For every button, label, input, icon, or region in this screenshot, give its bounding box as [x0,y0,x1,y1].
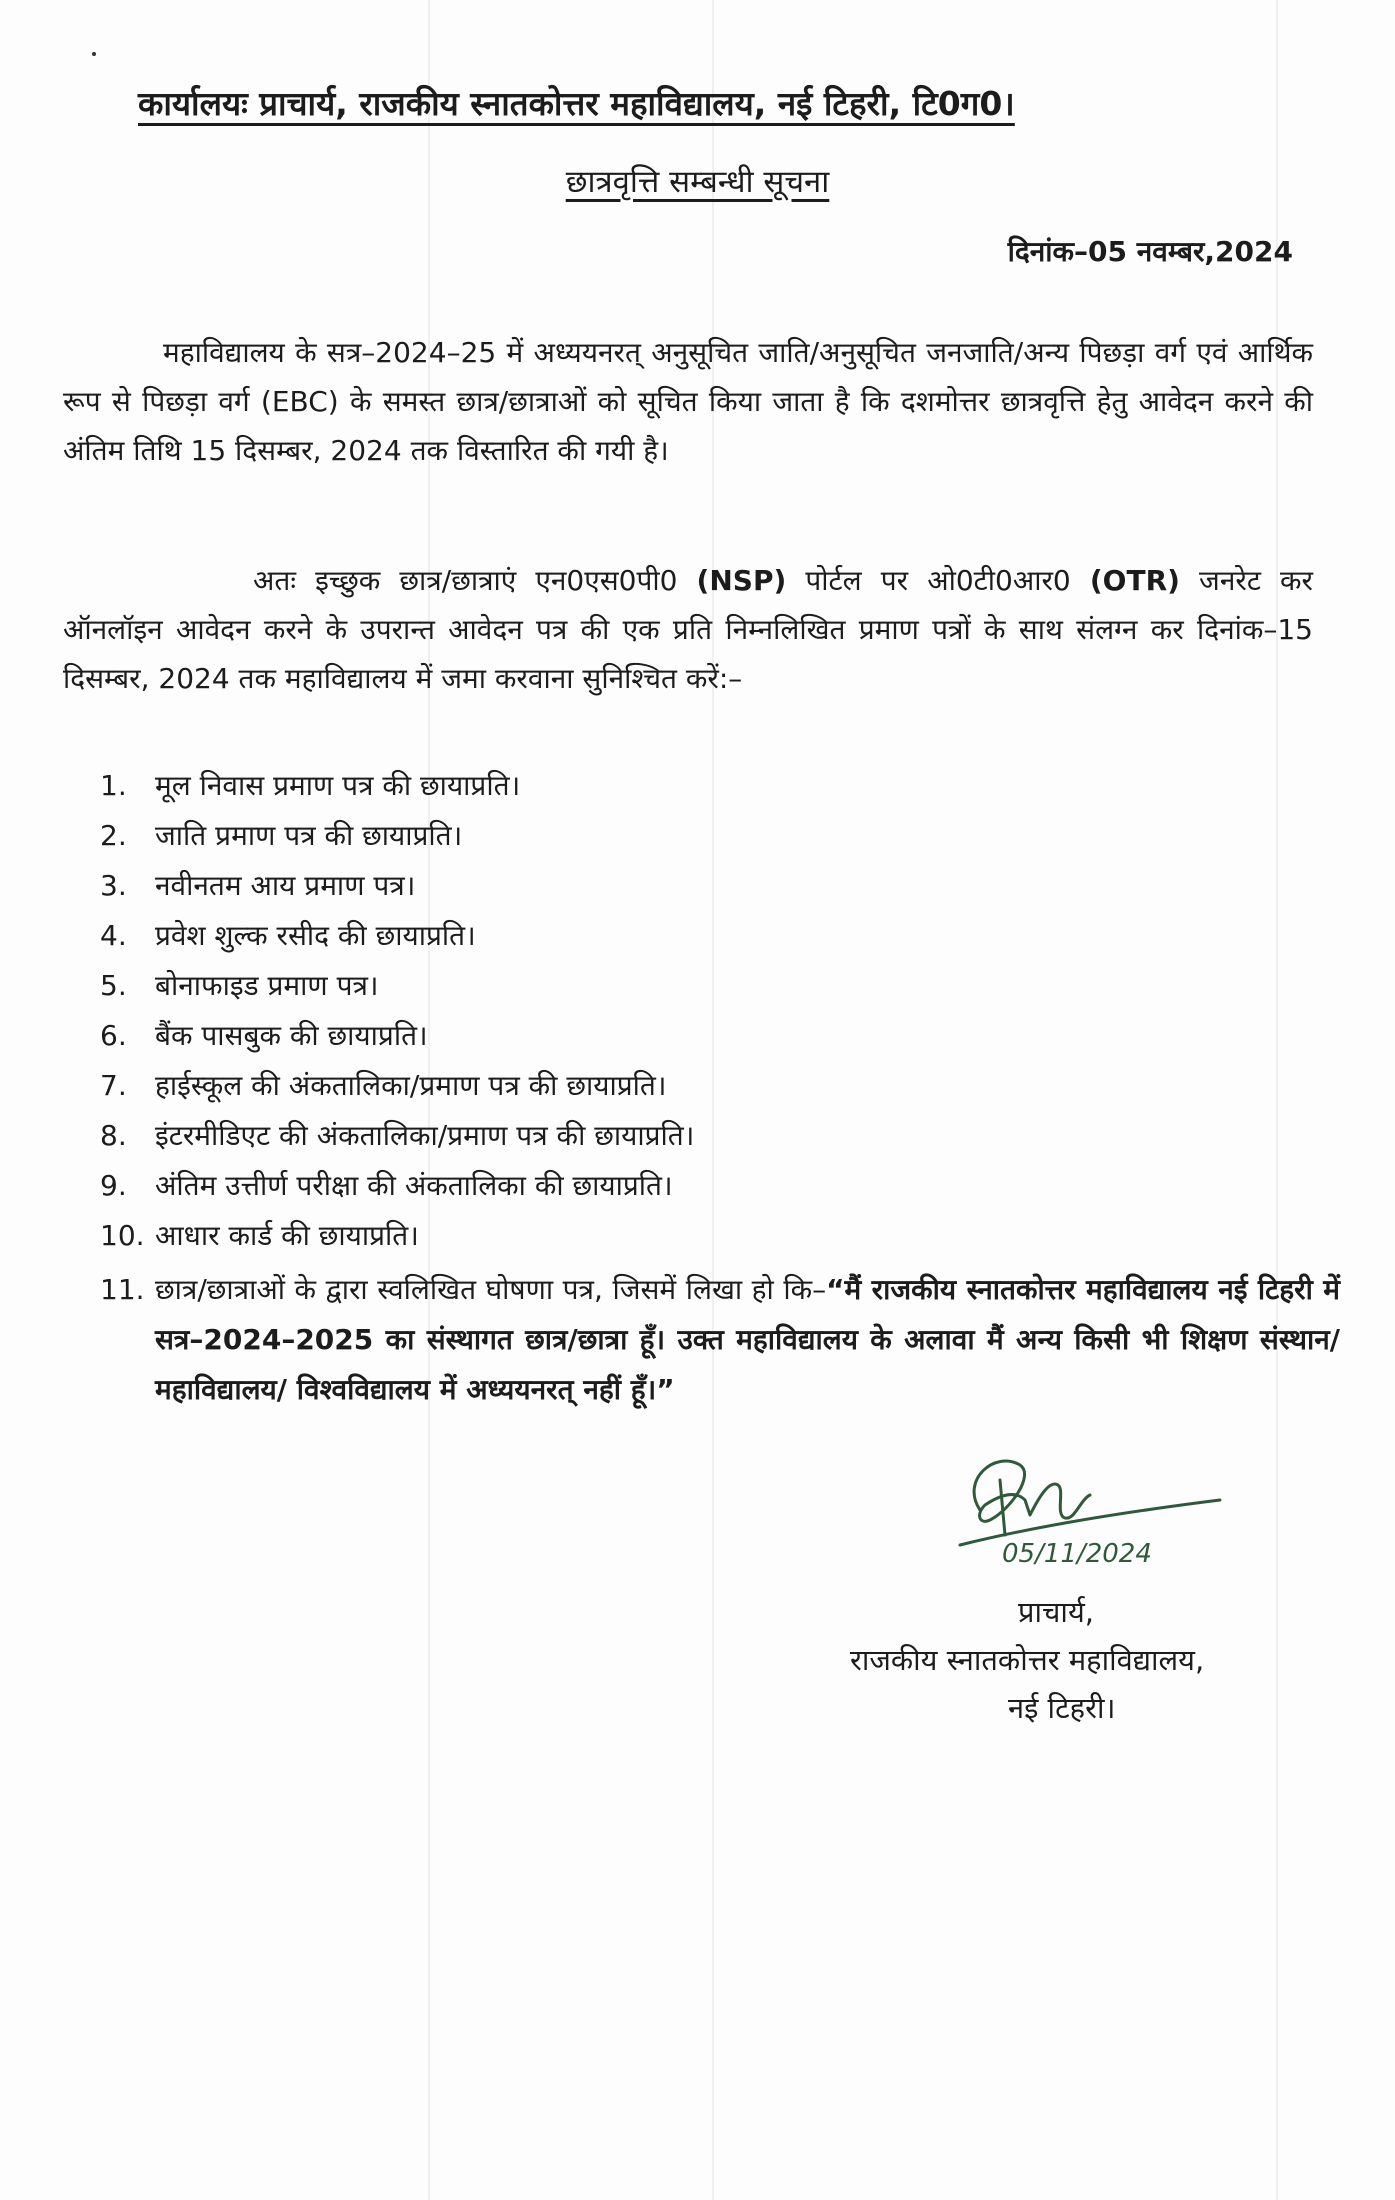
list-item [100,760,1340,810]
list-item-number: 8. [100,1118,127,1152]
list-item-text: प्रवेश शुल्क रसीद की छायाप्रति। [155,919,476,952]
list-item [100,1060,1340,1110]
notice-date: दिनांक–05 नवम्बर,2024 [1007,235,1293,268]
notice-subject: छात्रवृत्ति सम्बन्धी सूचना [565,164,830,200]
list-item-text: मूल निवास प्रमाण पत्र की छायाप्रति। [155,769,521,802]
list-item-text: नवीनतम आय प्रमाण पत्र। [155,869,416,902]
signatory-institution: राजकीय स्नातकोत्तर महाविद्यालय, [850,1643,1205,1677]
declaration-text [155,1265,1340,1415]
office-header: कार्यालयः प्राचार्य, राजकीय स्नातकोत्तर महाविद्यालय, नई टिहरी, टि0ग0। [138,84,1015,123]
list-item-number: 10. [100,1218,145,1252]
paragraph-instructions-part1: अतः इच्छुक छात्र/छात्राएं एन0एस0पी0 [253,564,697,597]
list-item [100,1160,1340,1210]
paragraph-extension-notice: महाविद्यालय के सत्र–2024–25 में अध्ययनरत् अनुसूचित जाति/अनुसूचित जनजाति/अन्य पिछड़ा वर्ग एवं आर्थिक रूप से पिछड़ा वर्ग (EBC) के समस्त छात्र/छात्राओं को सूचित किया जाता है कि दशमोत्तर छात्रवृत्ति हेतु आवेदन करने की अंतिम तिथि 15 दिसम्बर, 2024 तक विस्तारित की गयी है। [63,336,1313,467]
paragraph-instructions [63,556,1313,703]
paragraph-instructions-part3: जनरेट कर ऑनलॉइन आवेदन करने के उपरान्त आवेदन पत्र की एक प्रति निम्नलिखित प्रमाण पत्रों के साथ संलग्न कर दिनांक–15 दिसम्बर, 2024 तक महाविद्यालय में जमा करवाना सुनिश्चित करें:– [63,564,1314,695]
list-item [100,1010,1340,1060]
list-item-text: बोनाफाइड प्रमाण पत्र। [155,969,379,1002]
declaration-item [100,1265,1340,1415]
declaration-intro: छात्र/छात्राओं के द्वारा स्वलिखित घोषणा पत्र, जिसमें लिखा हो कि– [155,1273,827,1306]
list-item-number: 1. [100,768,127,802]
signature-date: 05/11/2024 [1002,1539,1152,1569]
signatory-block [850,1588,1350,1732]
list-item-text: आधार कार्ड की छायाप्रति। [155,1219,419,1252]
scan-speck [92,52,96,56]
list-item [100,810,1340,860]
list-item-number: 11. [100,1273,145,1306]
nsp-label: (NSP) [696,564,787,597]
list-item-text: जाति प्रमाण पत्र की छायाप्रति। [155,819,463,852]
signatory-place: नई टिहरी। [1008,1691,1116,1725]
list-item-text: इंटरमीडिएट की अंकतालिका/प्रमाण पत्र की छायाप्रति। [155,1119,695,1152]
list-item-number: 6. [100,1018,127,1052]
handwritten-signature [940,1440,1240,1590]
otr-label: (OTR) [1089,564,1180,597]
list-item [100,910,1340,960]
list-item [100,960,1340,1010]
list-item [100,1210,1340,1260]
required-documents-list [100,760,1340,1260]
list-item-number: 3. [100,868,127,902]
list-item-text: हाईस्कूल की अंकतालिका/प्रमाण पत्र की छायाप्रति। [155,1069,667,1102]
list-item-text: बैंक पासबुक की छायाप्रति। [155,1019,428,1052]
list-item-number: 4. [100,918,127,952]
list-item-number: 7. [100,1068,127,1102]
signatory-title: प्राचार्य, [1018,1595,1094,1629]
declaration-quote: “मैं राजकीय स्नातकोत्तर महाविद्यालय नई टिहरी में सत्र–2024–2025 का संस्थागत छात्र/छात्रा हूँ। उक्त महाविद्यालय के अलावा मैं अन्य किसी भी शिक्षण संस्थान/ महाविद्यालय/ विश्वविद्यालय में अध्ययनरत् नहीं हूँ।” [155,1273,1340,1406]
paragraph-instructions-part2: पोर्टल पर ओ0टी0आर0 [786,564,1090,597]
list-item [100,860,1340,910]
signature-stroke [974,1461,1090,1521]
list-item-text: अंतिम उत्तीर्ण परीक्षा की अंकतालिका की छायाप्रति। [155,1169,673,1202]
list-item-number: 9. [100,1168,127,1202]
list-item-number: 5. [100,968,127,1002]
list-item-number: 2. [100,818,127,852]
list-item [100,1110,1340,1160]
